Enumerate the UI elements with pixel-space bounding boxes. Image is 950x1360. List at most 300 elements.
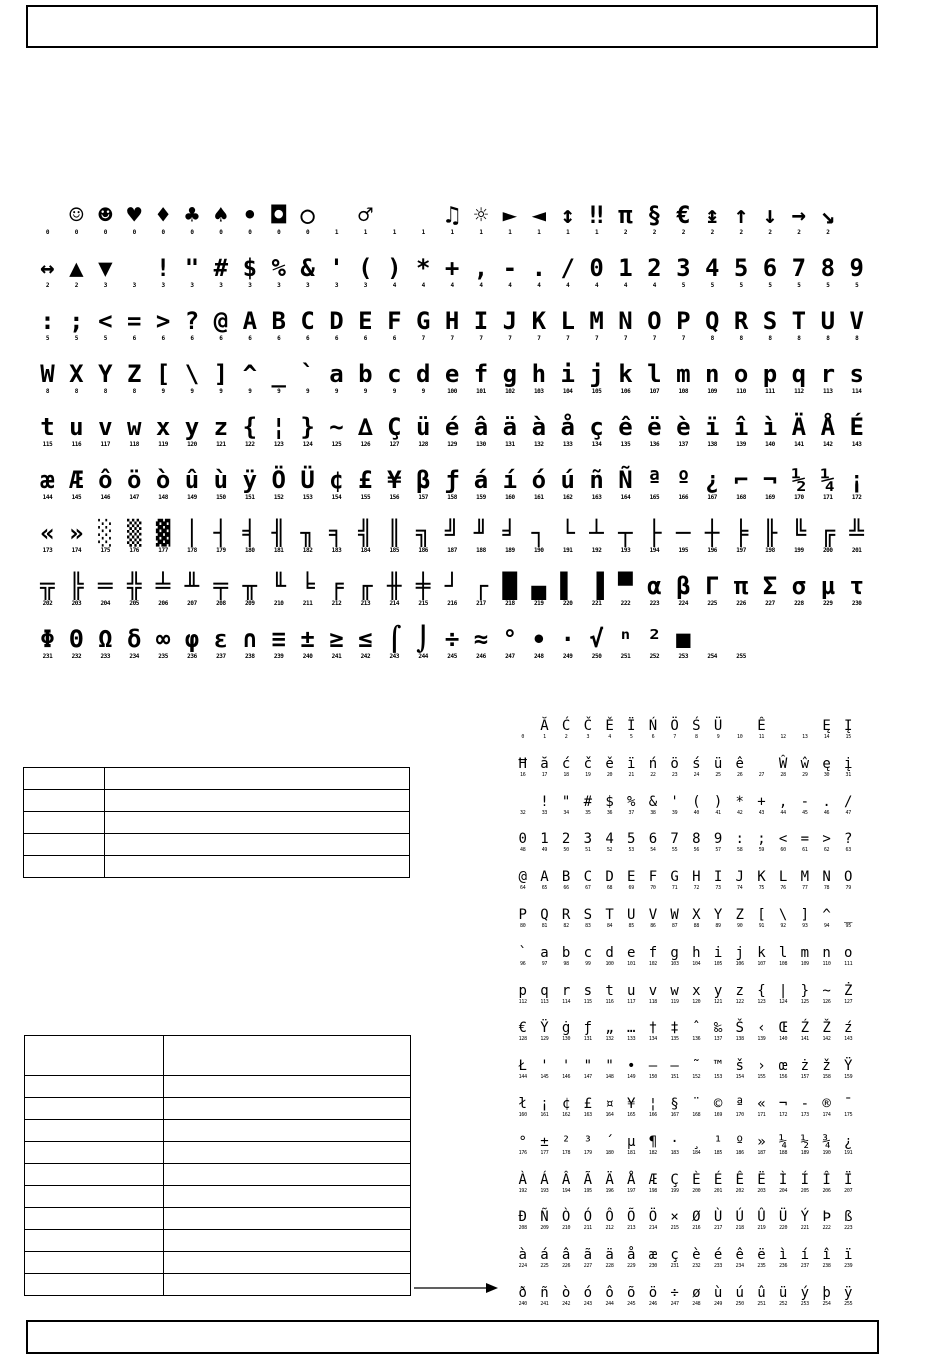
- table-cell: [24, 834, 105, 856]
- charset-cell: [350, 412, 381, 465]
- glyph: └: [560, 519, 575, 547]
- glyph: ÷: [444, 625, 460, 653]
- glyph: ¹: [713, 1133, 723, 1150]
- glyph: č: [583, 755, 593, 772]
- glyph-code: 181: [273, 547, 284, 554]
- glyph-code: 126: [822, 998, 831, 1005]
- glyph-code: 156: [389, 494, 400, 501]
- glyph-code: 137: [678, 441, 689, 448]
- glyph: Į: [844, 718, 853, 734]
- charset-cell: [512, 1017, 534, 1055]
- charset-cell: [90, 624, 121, 677]
- glyph: ä: [605, 1247, 614, 1264]
- charset-cell: [321, 200, 352, 253]
- glyph: ⌡: [415, 625, 431, 653]
- charset-cell: [621, 866, 643, 904]
- glyph-code: 251: [757, 1300, 766, 1307]
- glyph: o: [733, 360, 749, 388]
- glyph-code: 222: [822, 1225, 831, 1232]
- glyph: v: [648, 982, 658, 999]
- charset-cell: [523, 359, 554, 412]
- glyph-code: 20: [606, 771, 613, 778]
- glyph: ¿: [844, 1133, 853, 1150]
- glyph: ?: [184, 307, 200, 335]
- charset-cell: [205, 624, 236, 677]
- glyph: Ñ: [618, 466, 633, 494]
- glyph-code: 144: [42, 494, 53, 501]
- charset-cell: [751, 1282, 773, 1320]
- glyph-code: 108: [678, 388, 689, 395]
- charset-cell: [119, 571, 150, 624]
- glyph: g: [670, 944, 679, 961]
- glyph-code: 41: [715, 809, 721, 816]
- charset-cell: [534, 1169, 556, 1207]
- glyph-code: 171: [822, 494, 833, 501]
- charset-row: [512, 1282, 860, 1320]
- charset-cell: [642, 1206, 664, 1244]
- glyph-code: 176: [129, 547, 139, 554]
- glyph: 5: [627, 831, 636, 848]
- glyph-code: 30: [823, 771, 830, 778]
- charset-cell: [555, 980, 577, 1018]
- glyph: ·: [670, 1133, 679, 1150]
- glyph: ≥: [329, 625, 344, 653]
- charset-cell: [32, 200, 63, 253]
- glyph: ║: [387, 519, 402, 547]
- charset-cell: [263, 200, 294, 253]
- glyph: ▌: [560, 572, 575, 600]
- glyph-code: 9: [219, 388, 223, 395]
- table-cell: [25, 1252, 164, 1274]
- glyph-code: 186: [735, 1149, 744, 1156]
- charset-cell: [838, 942, 860, 980]
- charset-cell: [697, 518, 728, 571]
- glyph: ¢: [329, 466, 344, 494]
- charset-cell: [512, 1244, 534, 1282]
- glyph: û: [184, 466, 200, 494]
- charset-cell: [816, 1169, 838, 1207]
- glyph-code: 9: [421, 388, 425, 395]
- charset-cell: [148, 571, 179, 624]
- glyph-code: 49: [541, 847, 548, 854]
- charset-cell: [838, 866, 860, 904]
- charset-cell: [755, 412, 786, 465]
- charset-cell: [794, 791, 816, 829]
- charset-cell: [61, 571, 92, 624]
- glyph: Ç: [387, 413, 402, 441]
- glyph-code: 168: [692, 1111, 701, 1118]
- glyph-code: 121: [713, 998, 723, 1005]
- glyph-code: 3: [305, 282, 310, 289]
- glyph: Â: [561, 1171, 571, 1188]
- charset-cell: [783, 465, 814, 518]
- big-charset-grid: [32, 200, 872, 677]
- glyph-code: 4: [508, 282, 512, 289]
- charset-cell: [751, 715, 773, 753]
- glyph-code: 0: [74, 229, 78, 236]
- glyph-code: 122: [244, 441, 255, 448]
- charset-cell: [686, 715, 708, 753]
- glyph: q: [791, 360, 807, 388]
- glyph: `: [518, 944, 527, 961]
- glyph: ☻: [98, 201, 113, 229]
- glyph: ╡: [242, 519, 258, 547]
- glyph: O: [647, 307, 662, 335]
- charset-cell: [794, 1131, 816, 1169]
- glyph: ƒ: [444, 466, 460, 494]
- charset-cell: [610, 412, 641, 465]
- glyph-code: 96: [520, 960, 526, 967]
- charset-row: [32, 306, 872, 359]
- glyph-code: 65: [541, 885, 548, 892]
- glyph: 3: [583, 831, 593, 848]
- glyph-code: 157: [418, 494, 428, 501]
- glyph-code: 46: [823, 809, 830, 816]
- charset-cell: [577, 866, 599, 904]
- charset-cell: [621, 1206, 643, 1244]
- glyph: ): [387, 254, 402, 282]
- table-2: [24, 1035, 411, 1296]
- charset-cell: [437, 200, 468, 253]
- glyph-code: 9: [161, 388, 165, 395]
- glyph-code: 6: [132, 335, 136, 342]
- glyph: l: [647, 360, 662, 388]
- charset-cell: [408, 412, 439, 465]
- glyph-code: 32: [520, 809, 526, 816]
- glyph: ê: [735, 1247, 744, 1264]
- glyph: ¿: [704, 466, 720, 494]
- glyph-code: 0: [45, 229, 50, 236]
- charset-cell: [90, 200, 121, 253]
- charset-cell: [816, 1206, 838, 1244]
- glyph-code: 223: [844, 1225, 853, 1232]
- glyph: w: [126, 413, 142, 441]
- charset-cell: [350, 571, 381, 624]
- glyph-code: 40: [693, 809, 700, 816]
- glyph: Ę: [822, 718, 831, 734]
- glyph-code: 252: [779, 1300, 788, 1307]
- table-cell: [164, 1098, 411, 1120]
- glyph: Å: [820, 413, 836, 441]
- glyph-code: 3: [334, 282, 339, 289]
- glyph: Î: [822, 1171, 831, 1188]
- glyph: 5: [733, 254, 749, 282]
- glyph: │: [184, 519, 200, 547]
- charset-cell: [751, 1244, 773, 1282]
- charset-cell: [292, 571, 323, 624]
- charset-cell: [61, 465, 92, 518]
- charset-cell: [32, 465, 63, 518]
- charset-cell: [379, 306, 410, 359]
- glyph-code: 183: [670, 1149, 679, 1156]
- table-cell: [164, 1230, 411, 1252]
- glyph: M: [800, 869, 810, 886]
- charset-cell: [751, 1055, 773, 1093]
- glyph-code: 167: [670, 1111, 679, 1118]
- charset-cell: [512, 1206, 534, 1244]
- glyph-code: 198: [648, 1187, 657, 1194]
- glyph-code: 131: [505, 441, 515, 448]
- charset-cell: [816, 980, 838, 1018]
- glyph-code: 118: [648, 998, 657, 1005]
- charset-cell: [729, 866, 751, 904]
- glyph-code: 146: [100, 494, 111, 501]
- glyph: o: [844, 944, 853, 961]
- glyph-code: 204: [779, 1187, 788, 1194]
- glyph-code: 150: [648, 1074, 657, 1081]
- glyph: Ü: [778, 1209, 788, 1226]
- glyph: ╧: [155, 572, 171, 600]
- charset-cell: [642, 753, 664, 791]
- glyph: ": [184, 254, 200, 282]
- charset-cell: [599, 904, 621, 942]
- glyph: œ: [778, 1058, 788, 1075]
- glyph: L: [560, 307, 575, 335]
- glyph: !: [155, 254, 171, 282]
- charset-cell: [610, 465, 641, 518]
- charset-cell: [555, 715, 577, 753]
- glyph: e: [627, 944, 636, 961]
- charset-cell: [838, 904, 860, 942]
- charset-cell: [581, 624, 612, 677]
- charset-cell: [729, 904, 751, 942]
- glyph-code: 69: [628, 885, 634, 892]
- glyph-code: 9: [190, 388, 194, 395]
- glyph-code: 3: [103, 282, 107, 289]
- glyph: ¢: [561, 1095, 571, 1112]
- glyph: ,: [778, 793, 788, 810]
- charset-cell: [534, 753, 556, 791]
- glyph: z: [213, 413, 229, 441]
- charset-cell: [841, 253, 872, 306]
- glyph-code: 250: [735, 1300, 744, 1307]
- glyph: «: [40, 519, 55, 547]
- charset-cell: [697, 200, 728, 253]
- glyph-code: 139: [736, 441, 746, 448]
- glyph: ª: [735, 1095, 744, 1112]
- glyph: $: [605, 793, 614, 810]
- charset-cell: [755, 253, 786, 306]
- glyph: ¼: [820, 466, 836, 494]
- glyph-code: 192: [591, 547, 602, 554]
- glyph-code: 94: [823, 922, 830, 929]
- glyph-code: 217: [476, 600, 486, 607]
- glyph: 6: [648, 831, 658, 848]
- glyph-code: 253: [678, 653, 689, 660]
- charset-cell: [686, 942, 708, 980]
- glyph: £: [583, 1095, 593, 1112]
- glyph: „: [605, 1020, 614, 1037]
- glyph-code: 181: [627, 1149, 636, 1156]
- charset-cell: [32, 571, 63, 624]
- charset-cell: [664, 1017, 686, 1055]
- glyph-code: 244: [605, 1300, 614, 1307]
- glyph: ╬: [126, 572, 142, 600]
- glyph-code: 136: [692, 1036, 701, 1043]
- glyph-code: 4: [652, 282, 656, 289]
- glyph: ü: [415, 413, 431, 441]
- charset-cell: [466, 624, 497, 677]
- glyph: 9: [849, 254, 864, 282]
- glyph: Ñ: [540, 1209, 549, 1226]
- glyph-code: 38: [650, 809, 656, 816]
- charset-cell: [177, 465, 208, 518]
- glyph-code: 6: [305, 335, 310, 342]
- glyph-code: 121: [216, 441, 226, 448]
- glyph: y: [184, 413, 200, 441]
- glyph-code: 23: [671, 771, 678, 778]
- glyph-code: 118: [129, 441, 139, 448]
- glyph-code: 182: [302, 547, 313, 554]
- table-cell: [24, 790, 105, 812]
- charset-cell: [621, 1055, 643, 1093]
- glyph-code: 132: [533, 441, 544, 448]
- glyph-code: 116: [71, 441, 82, 448]
- glyph-code: 89: [715, 922, 721, 929]
- glyph: á: [473, 466, 489, 494]
- glyph-code: 24: [693, 771, 700, 778]
- glyph-code: 6: [248, 335, 252, 342]
- glyph: Ø: [692, 1209, 701, 1226]
- table-cell: [164, 1252, 411, 1274]
- glyph: Ó: [583, 1209, 593, 1226]
- charset-cell: [838, 1169, 860, 1207]
- glyph-code: 28: [780, 771, 786, 778]
- glyph-code: 210: [562, 1225, 571, 1232]
- glyph: 2: [647, 254, 662, 282]
- glyph: A: [242, 307, 258, 335]
- charset-cell: [838, 828, 860, 866]
- glyph: ╕: [329, 519, 344, 547]
- glyph: ¾: [822, 1133, 831, 1150]
- glyph-code: 91: [758, 922, 765, 929]
- charset-cell: [577, 828, 599, 866]
- glyph: ñ: [589, 466, 604, 494]
- glyph-code: 6: [651, 734, 655, 740]
- glyph: ∙: [531, 625, 547, 653]
- charset-cell: [534, 1131, 556, 1169]
- glyph-code: 139: [757, 1036, 766, 1043]
- glyph-code: 71: [671, 885, 678, 892]
- glyph: ¥: [387, 466, 402, 494]
- charset-cell: [523, 200, 554, 253]
- glyph-code: 164: [620, 494, 631, 501]
- glyph: Q: [540, 906, 549, 923]
- glyph: ╥: [242, 572, 258, 600]
- charset-cell: [379, 253, 410, 306]
- glyph: ": [605, 1058, 614, 1075]
- glyph: à: [518, 1247, 527, 1264]
- charset-cell: [555, 791, 577, 829]
- glyph: ╠: [69, 572, 84, 600]
- glyph: Í: [800, 1171, 810, 1188]
- glyph: W: [40, 360, 55, 388]
- charset-cell: [32, 518, 63, 571]
- charset-row: [512, 1169, 860, 1207]
- glyph: ï: [704, 413, 720, 441]
- glyph: ¡: [849, 466, 864, 494]
- glyph-code: 245: [627, 1300, 636, 1307]
- glyph: β: [415, 466, 431, 494]
- glyph-code: 186: [418, 547, 428, 554]
- glyph: Š: [735, 1020, 744, 1037]
- glyph: á: [540, 1247, 549, 1264]
- glyph: ♂: [358, 201, 373, 229]
- charset-cell: [234, 306, 265, 359]
- glyph: Q: [704, 307, 720, 335]
- glyph: ▒: [126, 519, 142, 547]
- glyph-code: 59: [758, 847, 765, 854]
- charset-cell: [751, 828, 773, 866]
- glyph: ä: [502, 413, 518, 441]
- glyph: •: [242, 201, 258, 229]
- glyph-code: 251: [620, 653, 631, 660]
- charset-cell: [350, 253, 381, 306]
- glyph-code: 7: [681, 335, 685, 342]
- glyph-code: 147: [129, 494, 139, 501]
- charset-cell: [639, 518, 670, 571]
- glyph-code: 18: [563, 771, 569, 778]
- charset-cell: [577, 1093, 599, 1131]
- charset-cell: [686, 1055, 708, 1093]
- glyph-code: 241: [331, 653, 342, 660]
- charset-cell: [610, 571, 641, 624]
- glyph: Ü: [713, 718, 723, 734]
- glyph-code: 174: [822, 1111, 831, 1118]
- glyph-code: 1: [421, 229, 425, 236]
- glyph: C: [583, 869, 593, 886]
- charset-cell: [494, 200, 525, 253]
- glyph-code: 184: [692, 1149, 701, 1156]
- glyph: ⌐: [733, 466, 749, 494]
- charset-cell: [639, 624, 670, 677]
- charset-cell: [61, 253, 92, 306]
- glyph: P: [518, 906, 527, 923]
- charset-cell: [812, 571, 843, 624]
- glyph-code: 250: [591, 653, 602, 660]
- glyph-code: 25: [715, 771, 721, 778]
- charset-cell: [639, 200, 670, 253]
- charset-cell: [534, 1282, 556, 1320]
- glyph-code: 103: [670, 960, 679, 967]
- glyph-code: 189: [505, 547, 515, 554]
- charset-cell: [534, 1244, 556, 1282]
- charset-cell: [621, 942, 643, 980]
- charset-row: [512, 1017, 860, 1055]
- glyph: `: [300, 360, 315, 388]
- charset-cell: [512, 1282, 534, 1320]
- glyph-code: 204: [100, 600, 111, 607]
- glyph-code: 22: [650, 771, 656, 778]
- glyph-code: 0: [161, 229, 165, 236]
- charset-cell: [838, 1206, 860, 1244]
- glyph-code: 172: [779, 1111, 788, 1118]
- charset-cell: [263, 412, 294, 465]
- charset-cell: [263, 359, 294, 412]
- charset-cell: [772, 1206, 794, 1244]
- glyph-code: 153: [302, 494, 313, 501]
- glyph: ♣: [184, 201, 200, 229]
- glyph: ╔: [820, 519, 836, 547]
- glyph: >: [822, 831, 831, 848]
- charset-cell: [466, 359, 497, 412]
- charset-cell: [838, 1093, 860, 1131]
- glyph-code: 214: [648, 1225, 657, 1232]
- glyph: ○: [300, 201, 315, 229]
- charset-cell: [729, 791, 751, 829]
- glyph: ╘: [300, 572, 315, 600]
- glyph: Ž: [822, 1020, 831, 1037]
